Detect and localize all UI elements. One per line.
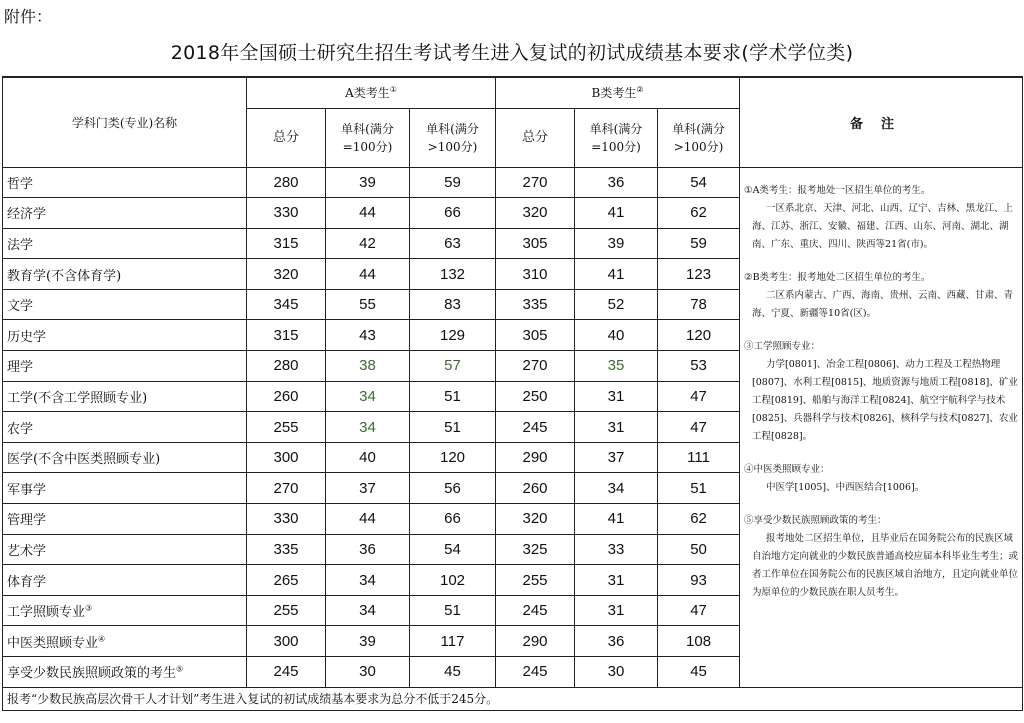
b-single-over-100-value: 78 bbox=[658, 289, 740, 320]
b-total-value: 290 bbox=[496, 442, 575, 473]
footer-row bbox=[3, 687, 1023, 710]
b-total-value: 270 bbox=[496, 351, 575, 382]
a-single-100-value: 30 bbox=[326, 657, 410, 688]
a-total-value: 280 bbox=[247, 167, 326, 198]
a-single-over-100-value: 66 bbox=[410, 198, 496, 229]
note-body: 二区系内蒙古、广西、海南、贵州、云南、西藏、甘肃、青海、宁夏、新疆等10省(区)。 bbox=[752, 289, 1014, 319]
a-single-100-value: 42 bbox=[326, 228, 410, 259]
b-single-over-100-header: 单科(满分>100分) bbox=[658, 108, 740, 167]
a-total-value: 265 bbox=[247, 565, 326, 596]
b-total-value: 290 bbox=[496, 626, 575, 657]
a-single-over-100-value: 54 bbox=[410, 534, 496, 565]
b-single-100-value: 30 bbox=[575, 657, 658, 688]
footer-note: 报考“少数民族高层次骨干人才计划”考生进入复试的初试成绩基本要求为总分不低于245分。 bbox=[3, 687, 1023, 710]
b-single-over-100-value: 47 bbox=[658, 595, 740, 626]
a-single-100-value: 38 bbox=[326, 351, 410, 382]
a-single-over-100-value: 117 bbox=[410, 626, 496, 657]
a-total-value: 320 bbox=[247, 259, 326, 290]
note-item bbox=[744, 182, 1018, 254]
b-single-100-value: 37 bbox=[575, 442, 658, 473]
a-total-value: 315 bbox=[247, 320, 326, 351]
b-total-value: 325 bbox=[496, 534, 575, 565]
a-total-value: 300 bbox=[247, 442, 326, 473]
b-single-over-100-value: 54 bbox=[658, 167, 740, 198]
a-single-over-100-value: 63 bbox=[410, 228, 496, 259]
subject-name: 历史学 bbox=[3, 320, 247, 351]
a-total-value: 260 bbox=[247, 381, 326, 412]
note-body: 一区系北京、天津、河北、山西、辽宁、吉林、黑龙江、上海、江苏、浙江、安徽、福建、江西、山东、河南、湖北、湖南、广东、重庆、四川、陕西等21省(市)。 bbox=[752, 202, 1014, 250]
a-single-over-100-value: 45 bbox=[410, 657, 496, 688]
b-single-over-100-value: 59 bbox=[658, 228, 740, 259]
subject-name: 教育学(不含体育学) bbox=[3, 259, 247, 290]
b-single-100-value: 41 bbox=[575, 504, 658, 535]
subject-name: 体育学 bbox=[3, 565, 247, 596]
a-total-value: 335 bbox=[247, 534, 326, 565]
score-table bbox=[2, 76, 1023, 711]
a-single-over-100-value: 132 bbox=[410, 259, 496, 290]
a-single-100-value: 34 bbox=[326, 565, 410, 596]
subject-header: 学科门类(专业)名称 bbox=[3, 77, 247, 167]
b-single-100-value: 39 bbox=[575, 228, 658, 259]
note-item bbox=[744, 269, 1018, 323]
page-title: 2018年全国硕士研究生招生考试考生进入复试的初试成绩基本要求(学术学位类) bbox=[170, 42, 854, 64]
a-single-100-value: 39 bbox=[326, 167, 410, 198]
table-row bbox=[3, 167, 1023, 198]
subject-name: 法学 bbox=[3, 228, 247, 259]
b-total-value: 320 bbox=[496, 198, 575, 229]
note-heading: ④中医类照顾专业： bbox=[744, 463, 830, 475]
group-a-header: A类考生① bbox=[247, 77, 496, 108]
a-single-over-100-value: 57 bbox=[410, 351, 496, 382]
attachment-label: 附件： bbox=[4, 7, 53, 26]
subject-name: 哲学 bbox=[3, 167, 247, 198]
note-body: 报考地处二区招生单位，且毕业后在国务院公布的民族区域自治地方定向就业的少数民族普通高校应届本科毕业生考生；或者工作单位在国务院公布的民族区域自治地方，且定向就业单位为原单位的少数民族在职人员考生。 bbox=[752, 532, 1019, 598]
b-total-value: 335 bbox=[496, 289, 575, 320]
b-single-over-100-value: 62 bbox=[658, 198, 740, 229]
b-single-100-value: 36 bbox=[575, 167, 658, 198]
a-single-over-100-value: 51 bbox=[410, 412, 496, 443]
b-total-value: 245 bbox=[496, 657, 575, 688]
note-body: 力学[0801]、冶金工程[0806]、动力工程及工程热物理[0807]、水利工程[0815]、地质资源与地质工程[0818]、矿业工程[0819]、船舶与海洋工程[0824]、航空宇航科学与技术[0825]、兵器科学与技术[0826]、核科学与技术[0827]、农业工程[0828]。 bbox=[752, 358, 1018, 442]
note-heading: ③工学照顾专业： bbox=[744, 340, 821, 352]
a-single-over-100-value: 51 bbox=[410, 381, 496, 412]
a-total-value: 345 bbox=[247, 289, 326, 320]
a-single-over-100-value: 66 bbox=[410, 504, 496, 535]
b-single-over-100-value: 93 bbox=[658, 565, 740, 596]
a-single-over-100-header: 单科(满分>100分) bbox=[410, 108, 496, 167]
b-total-value: 305 bbox=[496, 228, 575, 259]
b-single-over-100-value: 123 bbox=[658, 259, 740, 290]
a-total-value: 315 bbox=[247, 228, 326, 259]
a-single-100-value: 44 bbox=[326, 504, 410, 535]
subject-name: 农学 bbox=[3, 412, 247, 443]
b-total-value: 270 bbox=[496, 167, 575, 198]
b-single-100-value: 52 bbox=[575, 289, 658, 320]
b-single-over-100-value: 108 bbox=[658, 626, 740, 657]
a-single-100-value: 37 bbox=[326, 473, 410, 504]
subject-name: 经济学 bbox=[3, 198, 247, 229]
a-total-value: 255 bbox=[247, 595, 326, 626]
a-single-100-value: 34 bbox=[326, 412, 410, 443]
a-single-100-value: 36 bbox=[326, 534, 410, 565]
b-total-value: 250 bbox=[496, 381, 575, 412]
subject-name: 军事学 bbox=[3, 473, 247, 504]
a-single-over-100-value: 51 bbox=[410, 595, 496, 626]
a-single-100-value: 55 bbox=[326, 289, 410, 320]
b-single-100-value: 31 bbox=[575, 595, 658, 626]
subject-name: 艺术学 bbox=[3, 534, 247, 565]
a-single-over-100-value: 83 bbox=[410, 289, 496, 320]
note-body: 中医学[1005]、中西医结合[1006]。 bbox=[766, 481, 925, 493]
b-total-value: 260 bbox=[496, 473, 575, 504]
header-group-row bbox=[3, 77, 1023, 108]
b-total-value: 310 bbox=[496, 259, 575, 290]
subject-name: 管理学 bbox=[3, 504, 247, 535]
a-total-value: 280 bbox=[247, 351, 326, 382]
b-total-value: 245 bbox=[496, 595, 575, 626]
b-single-100-value: 41 bbox=[575, 259, 658, 290]
a-single-100-value: 40 bbox=[326, 442, 410, 473]
subject-name: 中医类照顾专业④ bbox=[3, 626, 247, 657]
a-single-100-header: 单科(满分=100分) bbox=[326, 108, 410, 167]
b-single-over-100-value: 47 bbox=[658, 381, 740, 412]
b-single-100-value: 31 bbox=[575, 412, 658, 443]
a-single-100-value: 43 bbox=[326, 320, 410, 351]
b-total-value: 245 bbox=[496, 412, 575, 443]
b-single-over-100-value: 111 bbox=[658, 442, 740, 473]
subject-name: 理学 bbox=[3, 351, 247, 382]
a-single-100-value: 39 bbox=[326, 626, 410, 657]
b-single-100-value: 34 bbox=[575, 473, 658, 504]
a-total-value: 270 bbox=[247, 473, 326, 504]
b-single-over-100-value: 120 bbox=[658, 320, 740, 351]
a-single-over-100-value: 120 bbox=[410, 442, 496, 473]
a-total-value: 300 bbox=[247, 626, 326, 657]
notes-panel bbox=[740, 167, 1023, 687]
a-single-100-value: 44 bbox=[326, 198, 410, 229]
a-single-100-value: 34 bbox=[326, 381, 410, 412]
b-single-over-100-value: 45 bbox=[658, 657, 740, 688]
note-heading: ⑤享受少数民族照顾政策的考生： bbox=[744, 514, 887, 526]
b-single-over-100-value: 47 bbox=[658, 412, 740, 443]
b-single-100-value: 33 bbox=[575, 534, 658, 565]
b-single-100-value: 36 bbox=[575, 626, 658, 657]
b-single-100-header: 单科(满分=100分) bbox=[575, 108, 658, 167]
b-single-100-value: 35 bbox=[575, 351, 658, 382]
b-single-over-100-value: 50 bbox=[658, 534, 740, 565]
a-total-value: 330 bbox=[247, 504, 326, 535]
a-single-over-100-value: 59 bbox=[410, 167, 496, 198]
a-single-over-100-value: 102 bbox=[410, 565, 496, 596]
a-total-header: 总分 bbox=[247, 108, 326, 167]
a-single-100-value: 44 bbox=[326, 259, 410, 290]
subject-name: 工学(不含工学照顾专业) bbox=[3, 381, 247, 412]
subject-name: 文学 bbox=[3, 289, 247, 320]
note-item bbox=[744, 338, 1018, 446]
b-total-value: 305 bbox=[496, 320, 575, 351]
b-single-over-100-value: 62 bbox=[658, 504, 740, 535]
a-total-value: 245 bbox=[247, 657, 326, 688]
b-single-100-value: 40 bbox=[575, 320, 658, 351]
a-single-over-100-value: 129 bbox=[410, 320, 496, 351]
a-total-value: 330 bbox=[247, 198, 326, 229]
note-item bbox=[744, 461, 1018, 497]
a-total-value: 255 bbox=[247, 412, 326, 443]
a-single-over-100-value: 56 bbox=[410, 473, 496, 504]
note-item bbox=[744, 512, 1018, 602]
b-total-value: 255 bbox=[496, 565, 575, 596]
b-single-100-value: 31 bbox=[575, 381, 658, 412]
note-heading: ②B类考生：报考地处二区招生单位的考生。 bbox=[744, 271, 931, 283]
subject-name: 工学照顾专业③ bbox=[3, 595, 247, 626]
b-single-over-100-value: 51 bbox=[658, 473, 740, 504]
a-single-100-value: 34 bbox=[326, 595, 410, 626]
b-total-header: 总分 bbox=[496, 108, 575, 167]
subject-name: 医学(不含中医类照顾专业) bbox=[3, 442, 247, 473]
subject-name: 享受少数民族照顾政策的考生⑤ bbox=[3, 657, 247, 688]
group-b-header: B类考生② bbox=[496, 77, 740, 108]
b-single-100-value: 31 bbox=[575, 565, 658, 596]
note-heading: ①A类考生：报考地处一区招生单位的考生。 bbox=[744, 184, 931, 196]
b-single-100-value: 41 bbox=[575, 198, 658, 229]
b-total-value: 320 bbox=[496, 504, 575, 535]
notes-header: 备注 bbox=[740, 77, 1023, 167]
b-single-over-100-value: 53 bbox=[658, 351, 740, 382]
